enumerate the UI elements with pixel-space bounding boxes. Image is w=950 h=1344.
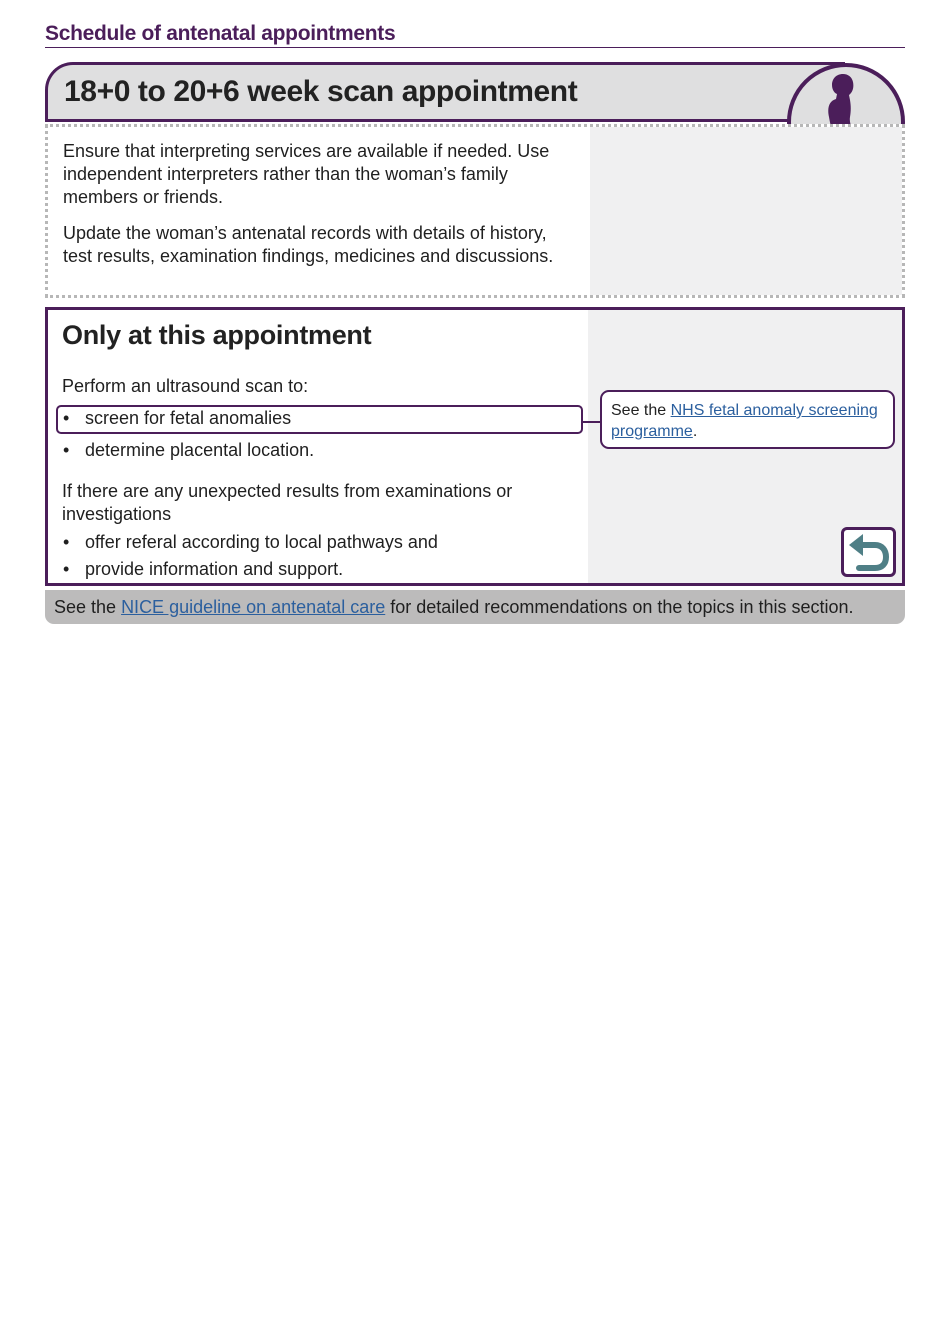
back-arrow-icon [844, 530, 893, 574]
section-title: Schedule of antenatal appointments [45, 20, 905, 48]
bullet-provide-information: • provide information and support. [85, 558, 343, 581]
back-button[interactable] [841, 527, 896, 577]
footer-note: See the NICE guideline on antenatal care for detailed recommendations on the topics in this section. [45, 590, 905, 624]
appointment-title: 18+0 to 20+6 week scan appointment [64, 75, 578, 108]
bullet-placental-location: • determine placental location. [85, 439, 314, 462]
interpreting-paragraph: Ensure that interpreting services are available if needed. Use independent interpreters rather than the woman’s family members or friends. [63, 141, 550, 207]
bullet-fetal-anomalies: • screen for fetal anomalies [85, 407, 291, 430]
only-heading: Only at this appointment [62, 320, 372, 350]
screening-programme-note: See the NHS fetal anomaly screening programme. [600, 390, 895, 449]
appointment-header [45, 62, 845, 122]
bullet-offer-referral: • offer referal according to local pathways and [85, 531, 438, 554]
general-actions-text [63, 140, 578, 281]
only-at-this-appointment-box [45, 307, 905, 586]
nhs-screening-link[interactable]: NHS fetal anomaly screening programme [611, 402, 878, 440]
records-paragraph: Update the woman’s antenatal records with details of history, test results, examination findings, medicines and discussions. [63, 223, 554, 266]
nice-guideline-link[interactable]: NICE guideline on antenatal care [121, 597, 386, 617]
unexpected-results-intro: If there are any unexpected results from examinations or investigations [62, 481, 513, 524]
note-connector [583, 421, 600, 423]
general-actions-box [45, 124, 905, 298]
scan-intro: Perform an ultrasound scan to: [62, 376, 309, 396]
